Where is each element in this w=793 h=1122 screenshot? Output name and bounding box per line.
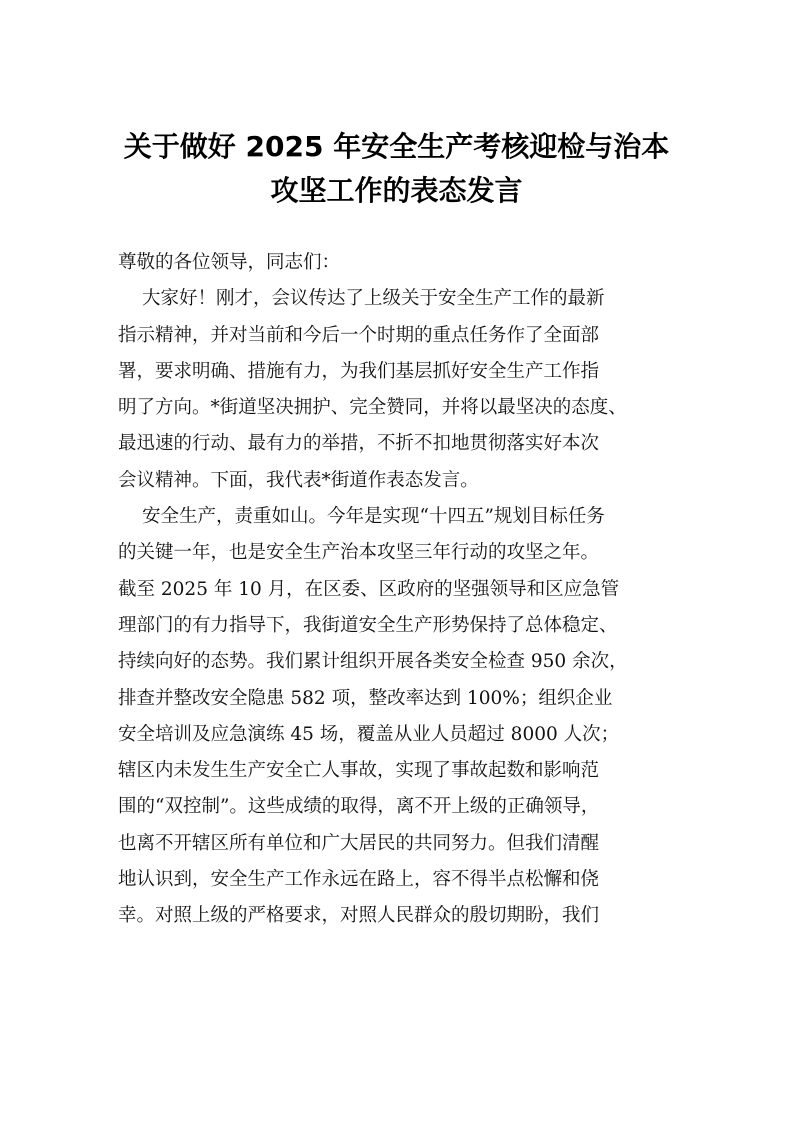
paragraph-line: 理部门的有力指导下，我街道安全生产形势保持了总体稳定、 bbox=[118, 614, 618, 636]
paragraph-line: 截至 2025 年 10 月，在区委、区政府的坚强领导和区应急管 bbox=[118, 578, 620, 600]
greeting: 尊敬的各位领导，同志们： bbox=[118, 252, 341, 273]
paragraph-line: 持续向好的态势。我们累计组织开展各类安全检查 950 余次， bbox=[118, 651, 628, 673]
paragraph-line: 指示精神，并对当前和今后一个时期的重点任务作了全面部 bbox=[118, 324, 600, 346]
paragraph-line: 幸。对照上级的严格要求，对照人民群众的殷切期盼，我们 bbox=[118, 905, 600, 927]
paragraph-line: 最迅速的行动、最有力的举措，不折不扣地贯彻落实好本次 bbox=[118, 433, 600, 455]
paragraph-line: 也离不开辖区所有单位和广大居民的共同努力。但我们清醒 bbox=[118, 832, 600, 854]
paragraph-line: 大家好！刚才，会议传达了上级关于安全生产工作的最新 bbox=[142, 288, 605, 310]
paragraph-line: 署，要求明确、措施有力，为我们基层抓好安全生产工作指 bbox=[118, 360, 600, 382]
paragraph-2 bbox=[118, 499, 688, 935]
document-title-line-2: 攻坚工作的表态发言 bbox=[270, 174, 523, 207]
paragraph-line: 围的“双控制”。这些成绩的取得，离不开上级的正确领导， bbox=[118, 796, 600, 818]
paragraph-line: 明了方向。*街道坚决拥护、完全赞同，并将以最坚决的态度、 bbox=[118, 397, 627, 419]
paragraph-line: 排查并整改安全隐患 582 项，整改率达到 100%；组织企业 bbox=[118, 687, 613, 709]
paragraph-1 bbox=[118, 281, 688, 499]
paragraph-line: 辖区内未发生生产安全亡人事故，实现了事故起数和影响范 bbox=[118, 760, 600, 782]
paragraph-line: 会议精神。下面，我代表*街道作表态发言。 bbox=[118, 469, 479, 491]
paragraph-line: 地认识到，安全生产工作永远在路上，容不得半点松懈和侥 bbox=[118, 869, 600, 891]
paragraph-line: 安全培训及应急演练 45 场，覆盖从业人员超过 8000 人次； bbox=[118, 723, 620, 745]
document-body bbox=[118, 245, 688, 935]
paragraph-line: 安全生产，责重如山。今年是实现“十四五”规划目标任务 bbox=[142, 506, 605, 528]
document-title-line-1: 关于做好 2025 年安全生产考核迎检与治本 bbox=[123, 130, 670, 163]
paragraph-line: 的关键一年，也是安全生产治本攻坚三年行动的攻坚之年。 bbox=[118, 542, 600, 564]
